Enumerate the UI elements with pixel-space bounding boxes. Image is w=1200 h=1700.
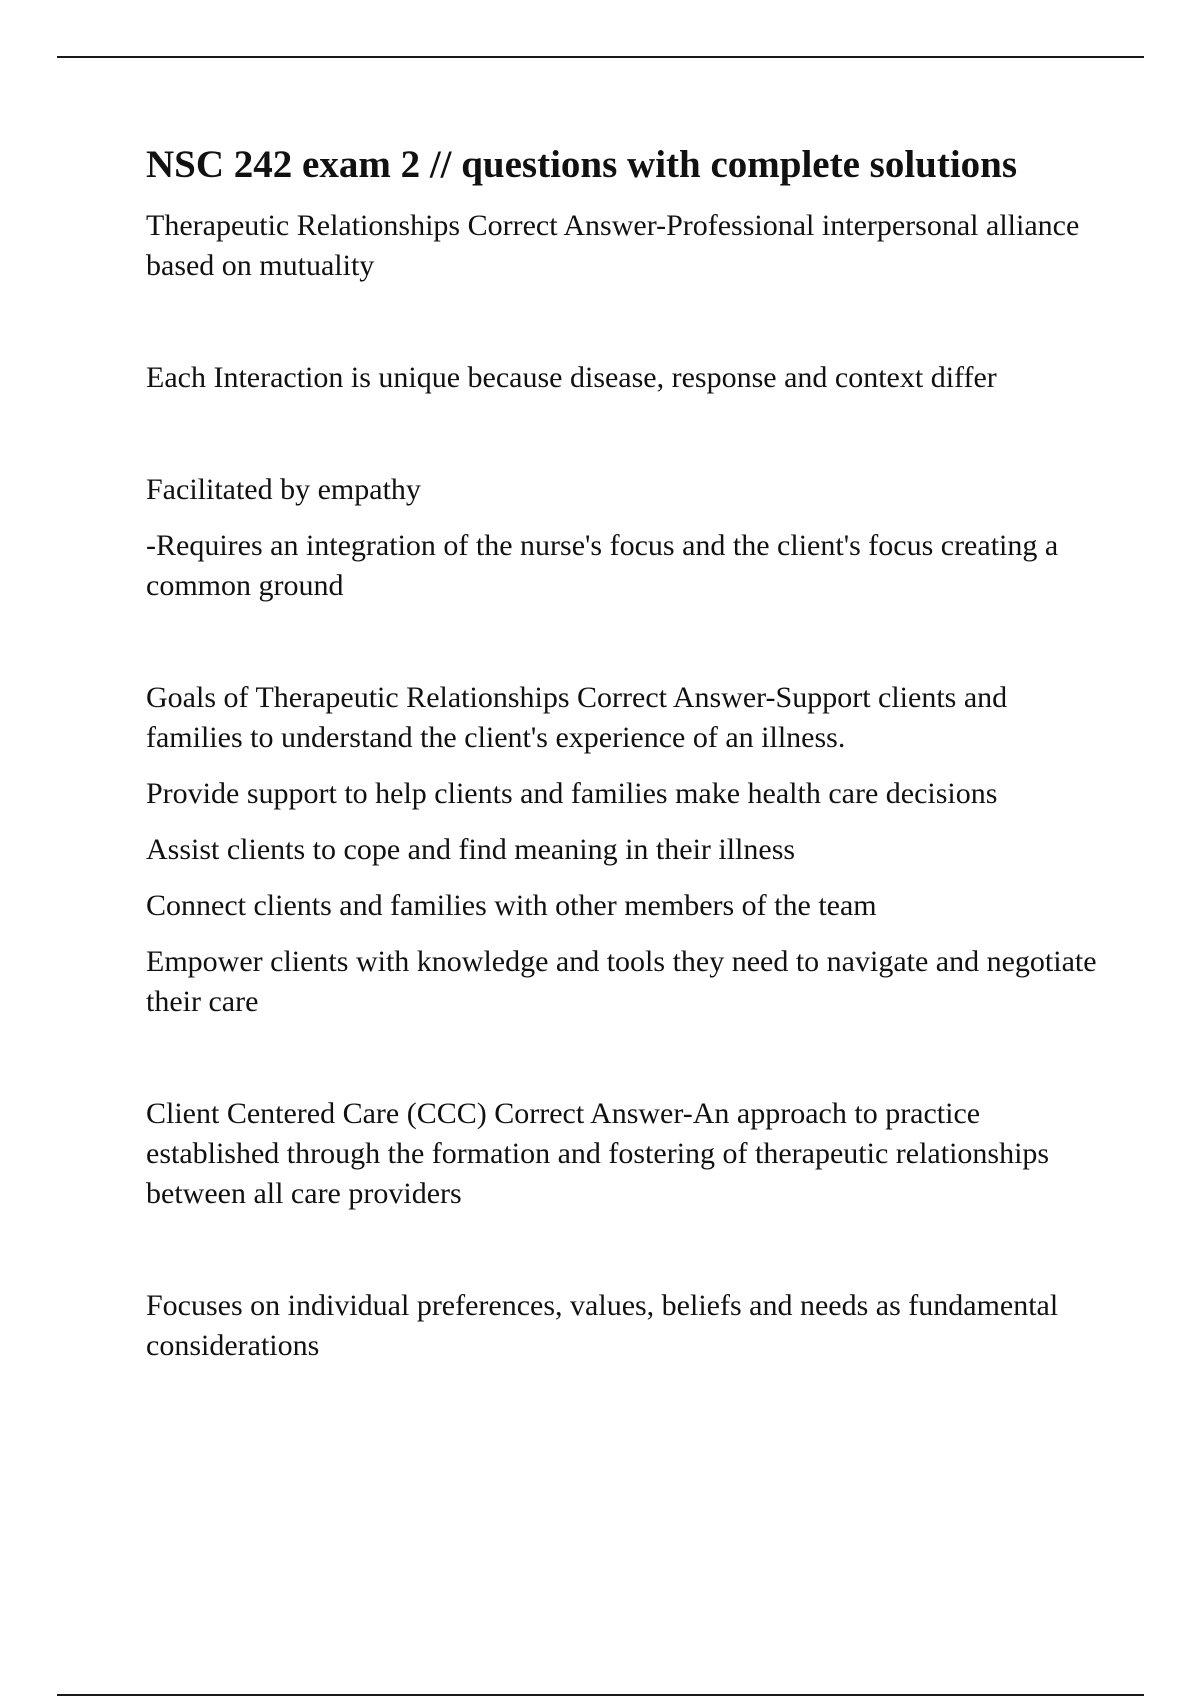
- paragraph-connect-clients: Connect clients and families with other members of the team: [146, 889, 877, 922]
- paragraph-client-centered-care: Client Centered Care (CCC) Correct Answer-An approach to practice established through the formation and fostering of therapeutic relationships between all care providers: [146, 1097, 1050, 1210]
- paragraph-goals: Goals of Therapeutic Relationships Correct Answer-Support clients and families to understand the client's experience of an illness.: [146, 681, 1008, 754]
- document-title: NSC 242 exam 2 // questions with complete solutions: [146, 143, 1018, 186]
- paragraph-therapeutic-relationships: Therapeutic Relationships Correct Answer-Professional interpersonal alliance based on mutuality: [146, 209, 1080, 282]
- paragraph-focuses-on-preferences: Focuses on individual preferences, values, beliefs and needs as fundamental considerations: [146, 1289, 1059, 1362]
- top-rule: [57, 56, 1144, 58]
- paragraph-empower-clients: Empower clients with knowledge and tools they need to navigate and negotiate their care: [146, 945, 1097, 1018]
- paragraph-each-interaction: Each Interaction is unique because disease, response and context differ: [146, 361, 997, 394]
- paragraph-assist-clients: Assist clients to cope and find meaning in their illness: [146, 833, 796, 866]
- paragraph-facilitated-by-empathy: Facilitated by empathy: [146, 473, 421, 506]
- document-body: [146, 140, 1106, 1366]
- paragraph-provide-support: Provide support to help clients and families make health care decisions: [146, 777, 998, 810]
- bottom-rule: [57, 1694, 1144, 1696]
- paragraph-requires-integration: -Requires an integration of the nurse's focus and the client's focus creating a common ground: [146, 529, 1059, 602]
